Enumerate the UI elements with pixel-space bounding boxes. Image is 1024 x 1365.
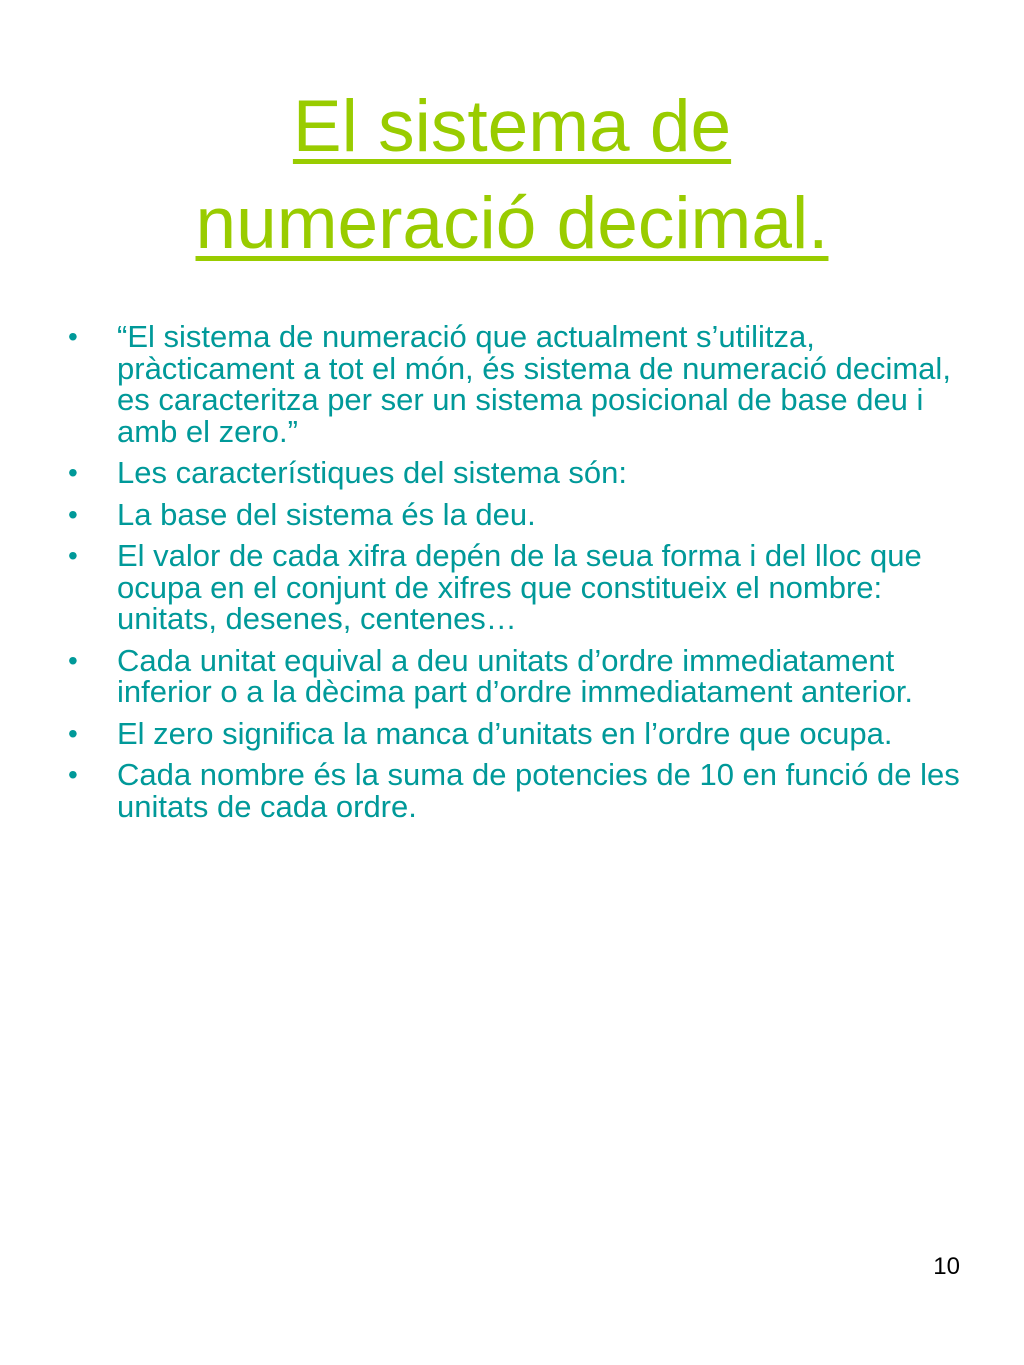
bullet-item [60,540,970,635]
bullet-text: El zero significa la manca d’unitats en l’ordre que ocupa. [117,715,893,751]
slide-title-line-1: El sistema de [292,86,732,167]
page-number: 10 [933,1253,960,1280]
bullet-marker: • [68,498,78,530]
bullet-text: “El sistema de numeració que actualment s’utilitza, pràcticament a tot el món, és sistema de numeració decimal, es caracteritza per ser un sistema posicional de base deu i amb el zero.” [117,319,951,449]
bullet-text: El valor de cada xifra depén de la seua forma i del lloc que ocupa en el conjunt de xifres que constitueix el nombre: unitats, desenes, centenes… [117,538,922,636]
bullet-item [60,642,970,709]
bullet-text: Cada unitat equival a deu unitats d’ordre immediatament inferior o a la dècima part d’ordre immediatament anterior. [117,642,914,709]
bullet-marker: • [68,644,78,676]
bullet-item [60,457,970,489]
bullet-text: Les característiques del sistema són: [117,455,628,490]
bullet-item [60,759,970,822]
bullet-marker: • [68,321,78,352]
bullet-item [60,715,970,751]
bullet-list [60,321,970,832]
bullet-marker: • [68,717,78,749]
bullet-marker: • [68,759,78,790]
bullet-marker: • [68,540,78,571]
slide-title [60,78,964,272]
bullet-item [60,321,970,447]
bullet-marker: • [68,457,78,488]
bullet-text: Cada nombre és la suma de potencies de 10 en funció de les unitats de cada ordre. [117,757,960,824]
bullet-item [60,496,970,532]
bullet-text: La base del sistema és la deu. [117,496,536,532]
slide-title-line-2: numeració decimal. [195,183,829,264]
